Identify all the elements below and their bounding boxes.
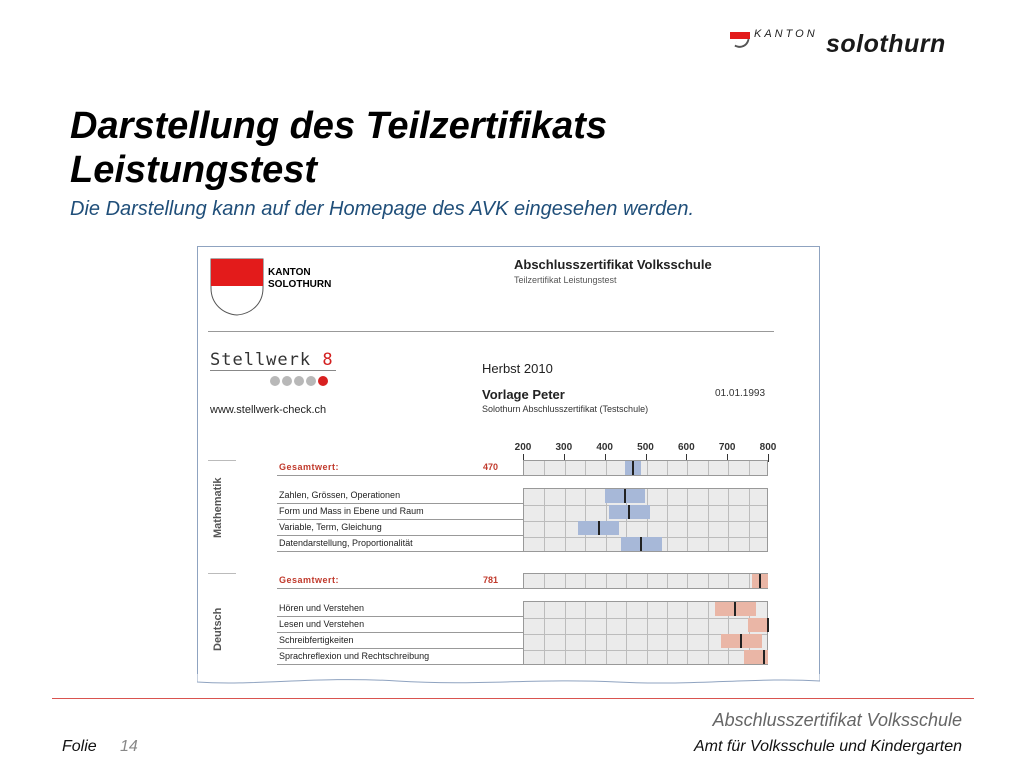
grid-line [749, 574, 750, 588]
score-range-bar [748, 618, 768, 632]
row-underline [277, 519, 523, 520]
score-marker [632, 461, 634, 475]
section-label-deutsch: Deutsch [212, 607, 224, 651]
kanton-solothurn-logo [730, 28, 970, 58]
cert-divider [208, 331, 774, 332]
cert-subtitle: Teilzertifikat Leistungstest [514, 275, 617, 285]
scale-tick-label: 300 [555, 442, 573, 453]
competency-row-label: Schreibfertigkeiten [279, 635, 354, 645]
footer-department: Amt für Volksschule und Kindergarten [694, 738, 962, 755]
grid-row-line [524, 650, 767, 651]
row-underline [277, 632, 523, 633]
grid-line [565, 574, 566, 588]
grid-line [687, 461, 688, 475]
grid-line [585, 574, 586, 588]
score-grid [523, 573, 768, 589]
stellwerk-url: www.stellwerk-check.ch [210, 404, 327, 416]
section-total-value: 470 [483, 462, 499, 472]
dot-icon [270, 376, 280, 386]
certificate-preview [197, 246, 820, 681]
dot-icon [294, 376, 304, 386]
score-marker [624, 489, 626, 503]
grid-line [606, 574, 607, 588]
grid-line [626, 602, 627, 664]
row-underline [277, 503, 523, 504]
grid-line [544, 574, 545, 588]
section-separator [208, 573, 236, 678]
stellwerk-underline [210, 370, 336, 371]
row-underline [277, 551, 523, 552]
grid-line [749, 489, 750, 551]
competency-row-label: Hören und Verstehen [279, 603, 365, 613]
score-marker [640, 537, 642, 551]
cert-title: Abschlusszertifikat Volksschule [514, 257, 712, 272]
cert-term: Herbst 2010 [482, 361, 553, 376]
grid-line [749, 461, 750, 475]
grid-line [708, 461, 709, 475]
grid-line [647, 602, 648, 664]
footer-folie-label: Folie [62, 738, 97, 755]
grid-row-line [524, 521, 767, 522]
cert-kanton-line1: KANTON [268, 267, 311, 278]
grid-line [708, 489, 709, 551]
section-separator [208, 460, 236, 565]
stellwerk-logo-text: Stellwerk [210, 350, 312, 370]
grid-line [667, 574, 668, 588]
cert-student-name: Vorlage Peter [482, 387, 565, 402]
grid-row-line [524, 618, 767, 619]
footer-divider [52, 698, 974, 699]
stellwerk-logo-number: 8 [322, 350, 334, 370]
grid-line [585, 461, 586, 475]
scale-tick [768, 454, 769, 462]
section-total-label: Gesamtwert: [279, 575, 340, 585]
score-marker [740, 634, 742, 648]
slide-title-line2: Leistungstest [70, 149, 318, 191]
score-marker [598, 521, 600, 535]
grid-line [667, 489, 668, 551]
scale-tick-label: 600 [677, 442, 695, 453]
grid-line [565, 602, 566, 664]
score-marker [628, 505, 630, 519]
grid-line [544, 489, 545, 551]
cert-kanton [268, 267, 331, 291]
slide-subtitle: Die Darstellung kann auf der Homepage des AVK eingesehen werden. [70, 198, 695, 220]
grid-line [565, 489, 566, 551]
footer-page-number: 14 [120, 738, 138, 755]
competency-row-label: Lesen und Verstehen [279, 619, 365, 629]
grid-line [565, 461, 566, 475]
flag-hook-icon [734, 35, 749, 50]
logo-kanton-text: KANTON [754, 28, 818, 40]
section-total-label: Gesamtwert: [279, 462, 340, 472]
grid-line [728, 461, 729, 475]
row-underline [277, 475, 523, 476]
grid-line [544, 602, 545, 664]
cert-birthdate: 01.01.1993 [715, 388, 766, 399]
cert-kanton-line2: SOLOTHURN [268, 279, 332, 290]
slide-title [70, 104, 607, 192]
score-marker [763, 650, 765, 664]
grid-line [606, 602, 607, 664]
competency-row-label: Variable, Term, Gleichung [279, 522, 382, 532]
row-underline [277, 616, 523, 617]
grid-line [728, 574, 729, 588]
grid-line [667, 602, 668, 664]
grid-line [647, 574, 648, 588]
dot-icon [306, 376, 316, 386]
stellwerk-dots-icon [270, 373, 330, 391]
footer-title: Abschlusszertifikat Volksschule [712, 710, 962, 730]
dot-red-icon [318, 376, 328, 386]
row-underline [277, 588, 523, 589]
grid-line [606, 461, 607, 475]
scale-tick-label: 400 [596, 442, 613, 453]
grid-line [667, 461, 668, 475]
section-total-value: 781 [483, 575, 499, 585]
grid-line [585, 602, 586, 664]
competency-row-label: Form und Mass in Ebene und Raum [279, 506, 424, 516]
competency-row-label: Datendarstellung, Proportionalität [279, 538, 413, 548]
grid-line [647, 461, 648, 475]
dot-icon [282, 376, 292, 386]
stellwerk-logo [210, 350, 334, 370]
logo-solothurn-text: solothurn [826, 30, 946, 58]
competency-row-label: Zahlen, Grössen, Operationen [279, 490, 401, 500]
score-marker [759, 574, 761, 588]
scale-tick-label: 500 [637, 442, 654, 453]
grid-line [687, 602, 688, 664]
score-grid [523, 460, 768, 476]
score-marker [734, 602, 736, 616]
grid-line [687, 489, 688, 551]
grid-line [708, 574, 709, 588]
section-label-mathematik: Mathematik [212, 477, 224, 538]
scale-tick-label: 800 [759, 442, 777, 453]
grid-line [728, 489, 729, 551]
score-marker [767, 618, 769, 632]
page-tear-edge [197, 672, 820, 688]
grid-line [626, 574, 627, 588]
grid-line [585, 489, 586, 551]
scale-tick-label: 200 [514, 442, 532, 453]
row-underline [277, 648, 523, 649]
competency-row-label: Sprachreflexion und Rechtschreibung [279, 651, 430, 661]
solothurn-crest-icon [210, 258, 264, 316]
slide-title-line1: Darstellung des Teilzertifikats [70, 105, 608, 147]
row-underline [277, 535, 523, 536]
cert-school: Solothurn Abschlusszertifikat (Testschule) [482, 404, 649, 414]
grid-line [544, 461, 545, 475]
grid-line [687, 574, 688, 588]
scale-tick-label: 700 [718, 442, 736, 453]
row-underline [277, 664, 523, 665]
grid-line [708, 602, 709, 664]
